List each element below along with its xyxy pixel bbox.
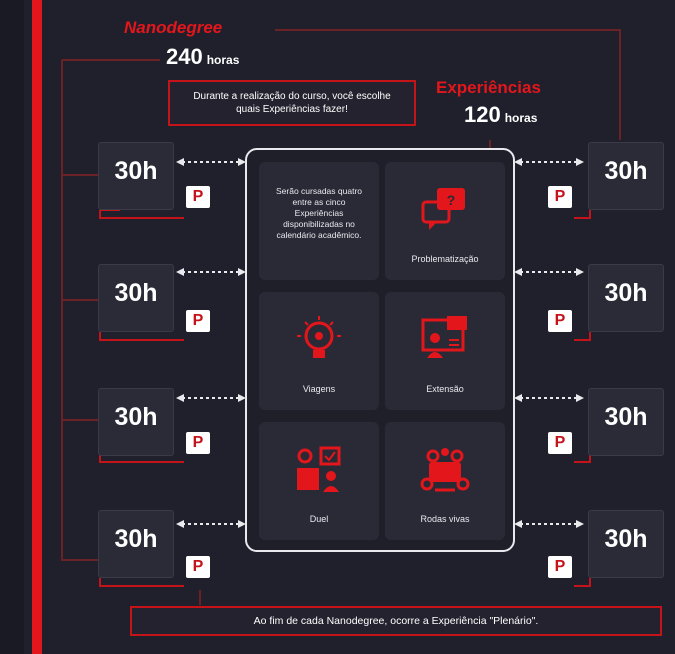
experiencias-hours-unit: horas xyxy=(504,111,538,125)
svg-text:?: ? xyxy=(446,192,456,208)
intro-text: Serão cursadas quatro entre as cinco Experiências disponibilizadas no calendário acadêmico. xyxy=(276,186,362,240)
tile-label-rodas-vivas: Rodas vivas xyxy=(420,514,470,524)
group-meeting-icon xyxy=(419,444,471,496)
experiencias-hours xyxy=(464,102,537,128)
chat-question-icon xyxy=(419,184,471,236)
nanodegree-hours-unit: horas xyxy=(206,53,240,67)
hour-block-right-2: 30h xyxy=(588,264,664,332)
tile-label-extensao: Extensão xyxy=(426,384,464,394)
hour-block-left-2: 30h xyxy=(98,264,174,332)
tile-label-viagens: Viagens xyxy=(302,384,336,394)
p-badge-right-2: P xyxy=(548,310,572,332)
experiencias-hours-value: 120 xyxy=(464,102,501,127)
footer-note: Ao fim de cada Nanodegree, ocorre a Experiência "Plenário". xyxy=(130,606,662,636)
presentation-icon xyxy=(419,314,471,366)
hour-block-right-3: 30h xyxy=(588,388,664,456)
tile-label-duel: Duel xyxy=(309,514,329,524)
nanodegree-title: Nanodegree xyxy=(124,18,223,37)
tile-label-problematizacao: Problematização xyxy=(411,254,479,264)
hour-block-right-1: 30h xyxy=(588,142,664,210)
tile-duel xyxy=(259,422,379,540)
p-badge-left-1: P xyxy=(186,186,210,208)
p-badge-right-3: P xyxy=(548,432,572,454)
hour-block-left-4: 30h xyxy=(98,510,174,578)
tile-extensao xyxy=(385,292,505,410)
tile-rodas-vivas xyxy=(385,422,505,540)
p-badge-left-4: P xyxy=(186,556,210,578)
p-badge-right-1: P xyxy=(548,186,572,208)
nanodegree-hours-value: 240 xyxy=(166,44,203,69)
hour-block-right-4: 30h xyxy=(588,510,664,578)
lightbulb-gear-icon xyxy=(293,314,345,366)
hour-block-left-1: 30h xyxy=(98,142,174,210)
tile-problematizacao xyxy=(385,162,505,280)
notice-box: Durante a realização do curso, você escolhe quais Experiências fazer! xyxy=(168,80,416,126)
p-badge-left-2: P xyxy=(186,310,210,332)
experiences-panel xyxy=(245,148,515,552)
hour-block-left-3: 30h xyxy=(98,388,174,456)
p-badge-right-4: P xyxy=(548,556,572,578)
tile-viagens xyxy=(259,292,379,410)
p-badge-left-3: P xyxy=(186,432,210,454)
nanodegree-hours xyxy=(166,44,239,70)
team-duel-icon xyxy=(293,444,345,496)
experiencias-title: Experiências xyxy=(436,78,541,97)
intro-tile xyxy=(259,162,379,280)
